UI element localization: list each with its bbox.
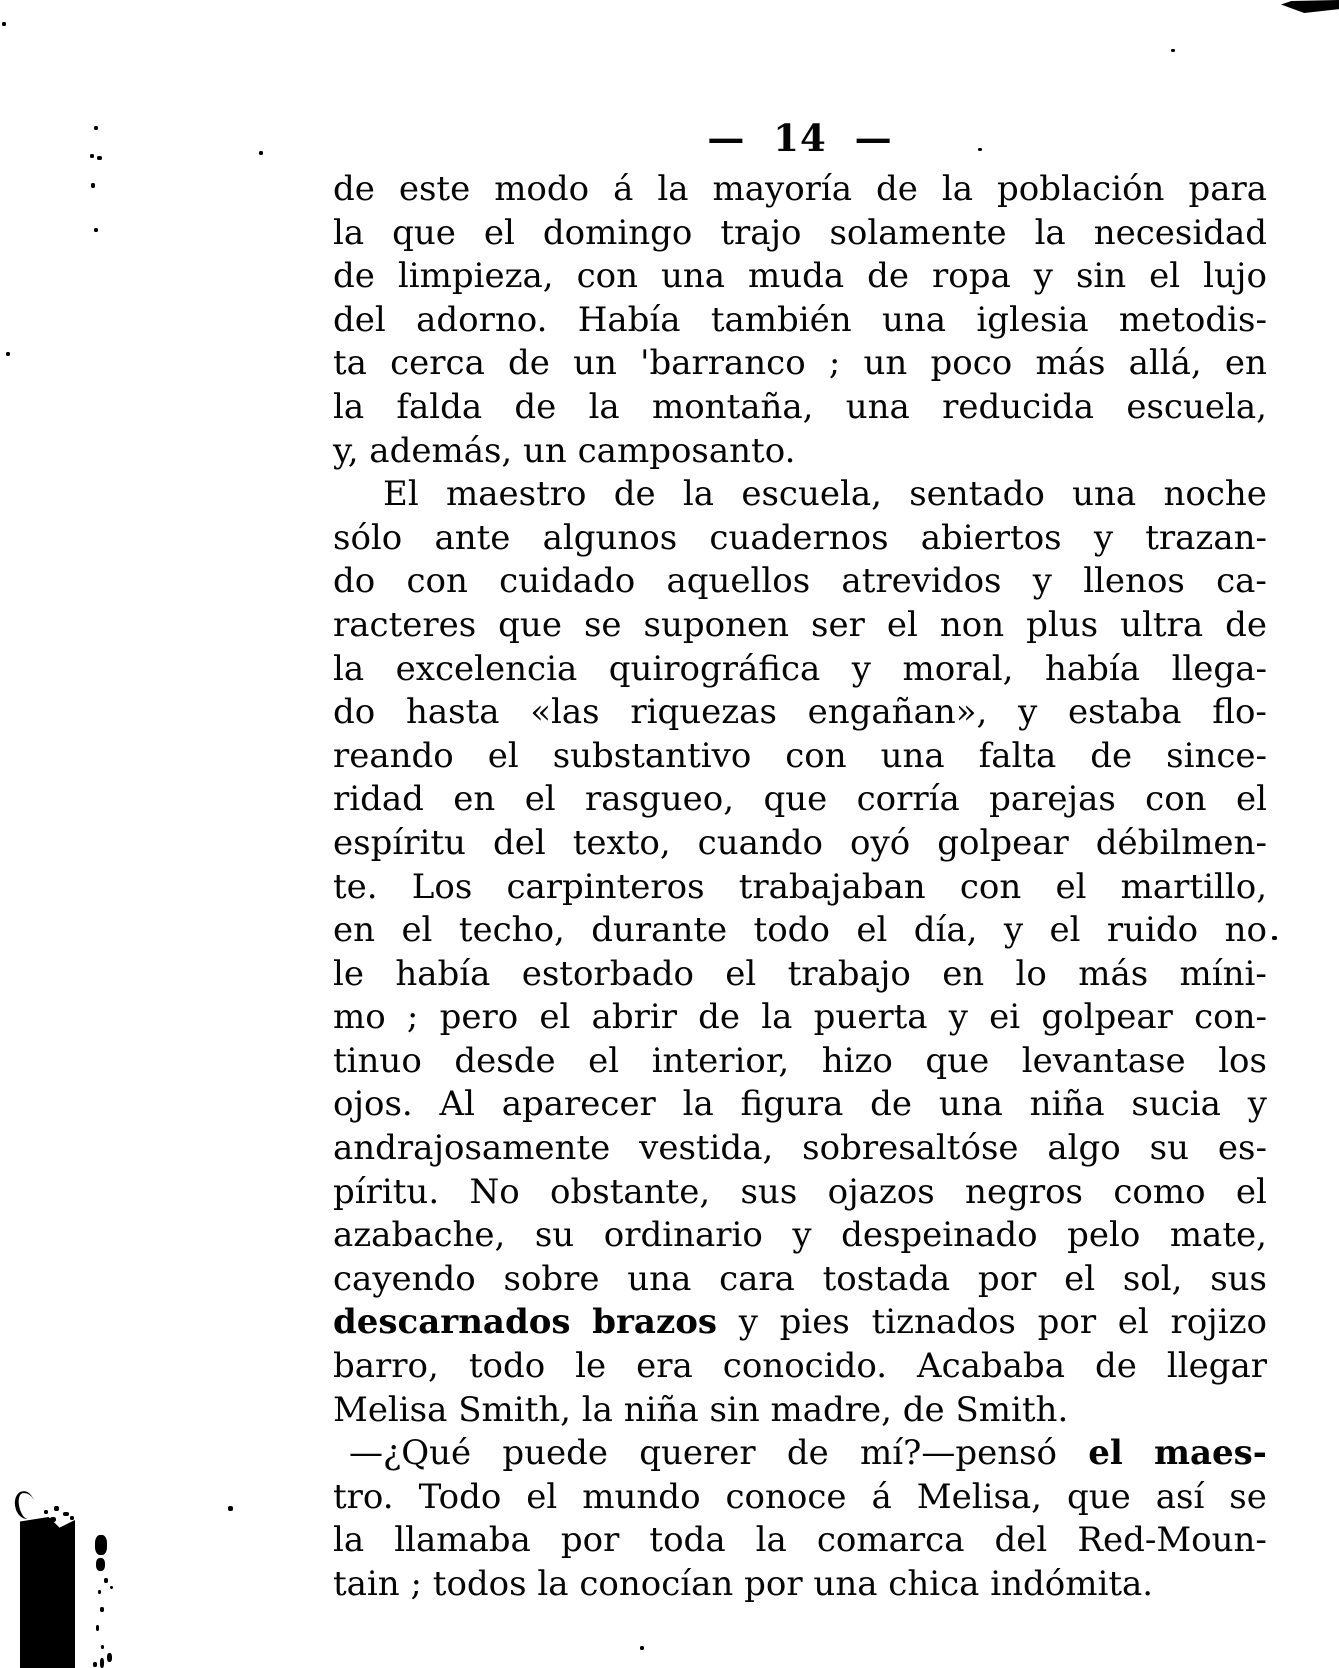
scan-speck <box>1272 936 1277 940</box>
text-line: ta cerca de un 'barranco ; un poco más allá, en <box>333 343 1267 384</box>
scan-speck <box>100 1607 104 1612</box>
text-block <box>333 168 1267 1607</box>
scan-speck <box>95 1535 107 1555</box>
text-line: la que el domingo trajo solamente la necesidad <box>333 212 1267 253</box>
scan-speck <box>107 1653 112 1662</box>
text-line: la excelencia quirográfica y moral, había llega- <box>333 648 1267 689</box>
text-line: y, además, un camposanto. <box>333 430 796 471</box>
ink-wedge-artifact <box>1281 0 1339 13</box>
text-line: Melisa Smith, la niña sin madre, de Smith. <box>333 1389 1069 1430</box>
text-line: del adorno. Había también una iglesia metodis- <box>333 299 1267 340</box>
scan-speck <box>104 1578 108 1583</box>
text-line: andrajosamente vestida, sobresaltóse algo su es- <box>333 1128 1267 1169</box>
text-line: tinuo desde el interior, hizo que levantase los <box>333 1040 1267 1081</box>
text-line: barro, todo le era conocido. Acababa de llegar <box>333 1346 1267 1387</box>
scan-speck <box>54 1506 59 1511</box>
text-line: píritu. No obstante, sus ojazos negros como el <box>333 1171 1267 1212</box>
scan-speck <box>1171 49 1175 52</box>
text-line: te. Los carpinteros trabajaban con el martillo, <box>333 866 1267 907</box>
text-line: en el techo, durante todo el día, y el ruido no <box>333 910 1267 951</box>
text-line: do hasta «las riquezas engañan», y estaba flo- <box>333 692 1267 733</box>
text-line: ojos. Al aparecer la figura de una niña sucia y <box>333 1084 1267 1125</box>
text-line: El maestro de la escuela, sentado una noche <box>383 474 1267 515</box>
text-line: le había estorbado el trabajo en lo más míni- <box>333 953 1267 994</box>
text-line: racteres que se suponen ser el non plus ultra de <box>333 604 1267 645</box>
text-line: azabache, su ordinario y despeinado pelo mate, <box>333 1215 1267 1256</box>
scan-speck <box>70 1516 74 1520</box>
text-line: tro. Todo el mundo conoce á Melisa, que así se <box>333 1476 1267 1517</box>
scan-speck <box>93 1662 97 1667</box>
text-line: la falda de la montaña, una reducida escuela, <box>333 386 1267 427</box>
scan-speck <box>94 126 98 130</box>
scan-speck <box>44 1510 48 1514</box>
scan-speck <box>978 148 982 151</box>
scan-speck <box>100 1658 104 1668</box>
text-line: sólo ante algunos cuadernos abiertos y trazan- <box>333 517 1267 558</box>
text-line: espíritu del texto, cuando oyó golpear débilmen- <box>333 822 1267 863</box>
scan-speck <box>50 1517 56 1522</box>
text-line: cayendo sobre una cara tostada por el sol, sus <box>333 1258 1267 1299</box>
text-line: ridad en el rasgueo, que corría parejas con el <box>333 779 1267 820</box>
scan-speck <box>101 1645 104 1649</box>
scan-speck <box>94 228 98 232</box>
text-line: descarnados brazos y pies tiznados por el rojizo <box>333 1302 1267 1343</box>
text-line: mo ; pero el abrir de la puerta y ei golpear con- <box>333 997 1267 1038</box>
scan-speck <box>98 1590 101 1594</box>
text-line: —¿Qué puede querer de mí?—pensó el maes- <box>349 1433 1267 1474</box>
scan-speck <box>6 352 10 356</box>
text-line: la llamaba por toda la comarca del Red-Moun- <box>333 1520 1267 1561</box>
scan-speck <box>96 1558 105 1571</box>
scan-speck <box>90 154 94 158</box>
scan-speck <box>91 183 95 188</box>
scan-speck <box>228 1506 233 1511</box>
text-line: tain ; todos la conocían por una chica indómita. <box>333 1564 1154 1604</box>
scan-speck <box>259 151 263 155</box>
scan-speck <box>96 1625 99 1631</box>
curl-mark-artifact <box>12 1489 37 1521</box>
scan-speck <box>640 1646 644 1650</box>
scan-speck <box>63 1512 69 1516</box>
scan-speck <box>97 156 102 160</box>
text-line: reando el substantivo con una falta de since- <box>333 735 1267 776</box>
ink-blot-artifact <box>20 1517 75 1668</box>
text-line: do con cuidado aquellos atrevidos y llenos ca- <box>333 561 1267 602</box>
page-number-header: — 14 — <box>707 116 893 160</box>
scan-speck <box>110 1586 113 1589</box>
text-line: de limpieza, con una muda de ropa y sin el lujo <box>333 256 1267 297</box>
text-line: de este modo á la mayoría de la población para <box>333 169 1267 209</box>
scan-speck <box>2 22 6 26</box>
